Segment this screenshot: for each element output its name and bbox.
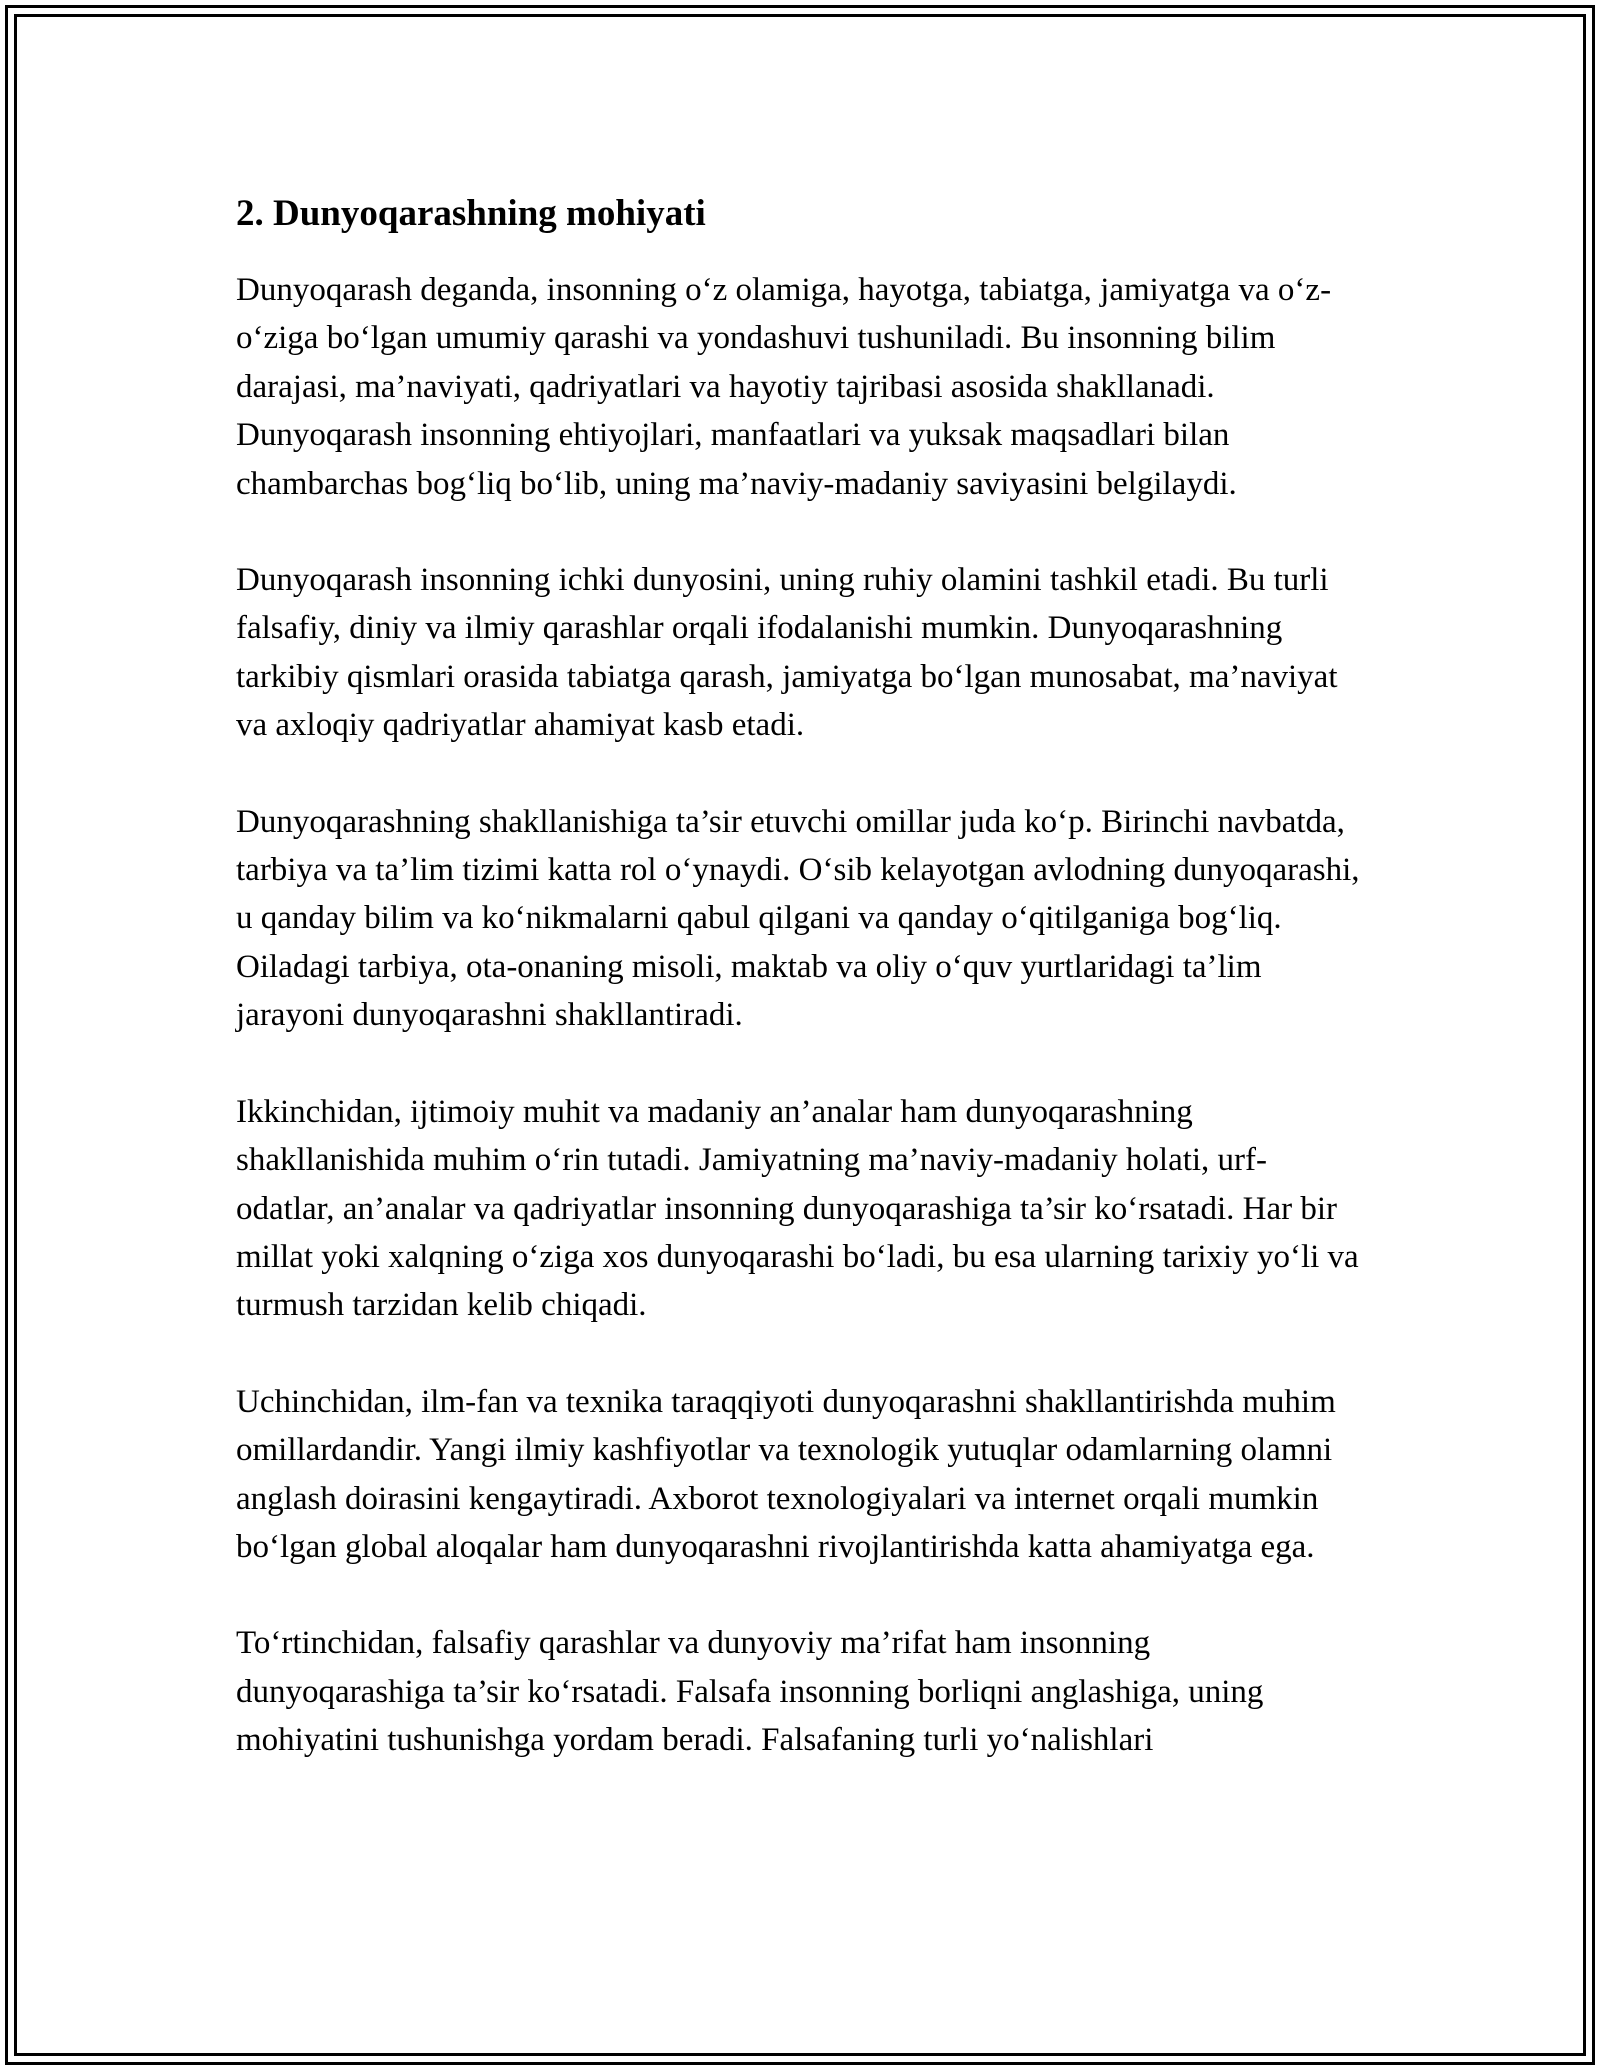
paragraph-6: To‘rtinchidan, falsafiy qarashlar va dunyoviy ma’rifat ham insonning dunyoqarashiga ta’sir ko‘rsatadi. Falsafa insonning borliqni anglashiga, uning mohiyatini tushunishga yordam beradi. Falsafaning turli yo‘nalishlari — [236, 1625, 1264, 1759]
paragraph-1: Dunyoqarash deganda, insonning o‘z olamiga, hayotga, tabiatga, jamiyatga va o‘z-o‘ziga bo‘lgan umumiy qarashi va yondashuvi tushuniladi. Bu insonning bilim darajasi, ma’naviyati, qadriyatlari va hayotiy tajribasi asosida shakllanadi. Dunyoqarash insonning ehtiyojlari, manfaatlari va yuksak maqsadlari bilan chambarchas bog‘liq bo‘lib, uning ma’naviy-madaniy saviyasini belgilaydi. — [236, 272, 1332, 502]
section-title: 2. Dunyoqarashning mohiyati — [236, 193, 706, 234]
paragraph-3: Dunyoqarashning shakllanishiga ta’sir etuvchi omillar juda ko‘p. Birinchi navbatda, tarbiya va ta’lim tizimi katta rol o‘ynaydi. O‘sib kelayotgan avlodning dunyoqarashi, u qanday bilim va ko‘nikmalarni qabul qilgani va qanday o‘qitilganiga bog‘liq. Oiladagi tarbiya, ota-onaning misoli, maktab va oliy o‘quv yurtlaridagi ta’lim jarayoni dunyoqarashni shakllantiradi. — [236, 803, 1360, 1034]
paragraph-5: Uchinchidan, ilm-fan va texnika taraqqiyoti dunyoqarashni shakllantirishda muhim omillardandir. Yangi ilmiy kashfiyotlar va texnologik yutuqlar odamlarning olamni anglash doirasini kengaytiradi. Axborot texnologiyalari va internet orqali mumkin bo‘lgan global aloqalar ham dunyoqarashni rivojlantirishda katta ahamiyatga ega. — [236, 1383, 1336, 1565]
document-body — [236, 188, 1361, 1765]
paragraph-4: Ikkinchidan, ijtimoiy muhit va madaniy an’analar ham dunyoqarashning shakllanishida muhim o‘rin tutadi. Jamiyatning ma’naviy-madaniy holati, urf-odatlar, an’analar va qadriyatlar insonning dunyoqarashiga ta’sir ko‘rsatadi. Har bir millat yoki xalqning o‘ziga xos dunyoqarashi bo‘ladi, bu esa ularning tarixiy yo‘li va turmush tarzidan kelib chiqadi. — [236, 1093, 1359, 1324]
paragraph-2: Dunyoqarash insonning ichki dunyosini, uning ruhiy olamini tashkil etadi. Bu turli falsafiy, diniy va ilmiy qarashlar orqali ifodalanishi mumkin. Dunyoqarashning tarkibiy qismlari orasida tabiatga qarash, jamiyatga bo‘lgan munosabat, ma’naviyat va axloqiy qadriyatlar ahamiyat kasb etadi. — [236, 562, 1338, 744]
